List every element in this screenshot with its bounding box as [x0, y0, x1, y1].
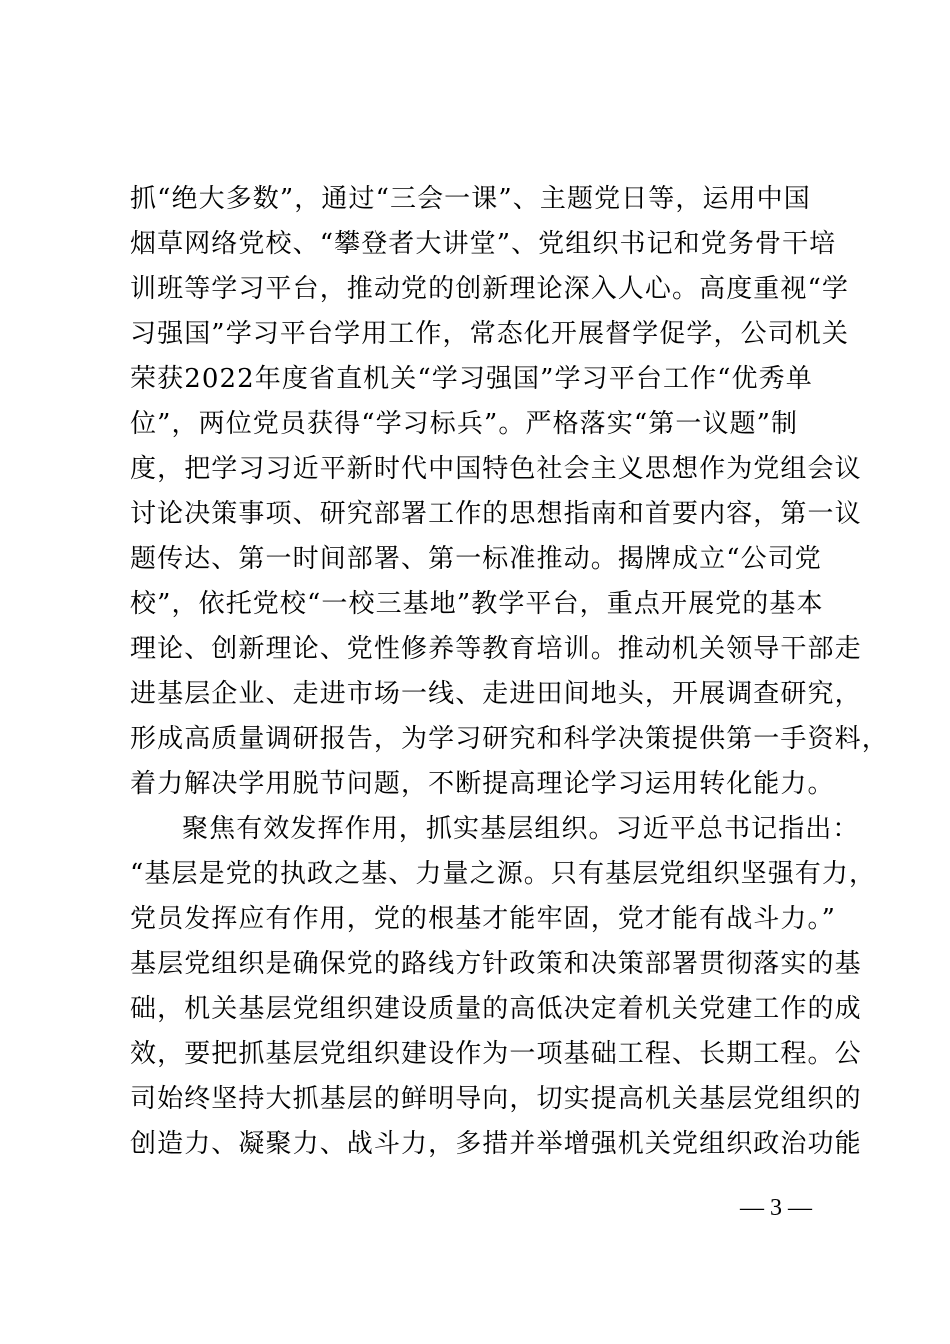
- text-line: 形成高质量调研报告，为学习研究和科学决策提供第一手资料，: [130, 724, 889, 754]
- text-line: 效，要把抓基层党组织建设作为一项基础工程、长期工程。公: [130, 1039, 862, 1069]
- text-line: 党员发挥应有作用，党的根基才能牢固，党才能有战斗力。”: [130, 904, 836, 934]
- text-line: 荣获2022年度省直机关“学习强国”学习平台工作“优秀单: [130, 364, 813, 394]
- text-line: 度，把学习习近平新时代中国特色社会主义思想作为党组会议: [130, 454, 862, 484]
- text-line: 位”，两位党员获得“学习标兵”。严格落实“第一议题”制: [130, 409, 799, 439]
- text-line: 司始终坚持大抓基层的鲜明导向，切实提高机关基层党组织的: [130, 1084, 862, 1114]
- text-line: 讨论决策事项、研究部署工作的思想指南和首要内容，第一议: [130, 499, 862, 529]
- text-line: 抓“绝大多数”，通过“三会一课”、主题党日等，运用中国: [130, 184, 811, 214]
- text-line: 烟草网络党校、“攀登者大讲堂”、党组织书记和党务骨干培: [130, 229, 837, 259]
- text-line: 着力解决学用脱节问题，不断提高理论学习运用转化能力。: [130, 769, 835, 799]
- paragraph-first-line: 聚焦有效发挥作用，抓实基层组织。习近平总书记指出：: [182, 814, 860, 844]
- text-line: 习强国”学习平台学用工作，常态化开展督学促学，公司机关: [130, 319, 849, 349]
- text-line: 理论、创新理论、党性修养等教育培训。推动机关领导干部走: [130, 634, 862, 664]
- text-line: 题传达、第一时间部署、第一标准推动。揭牌成立“公司党: [130, 544, 822, 574]
- page-number: — 3 —: [740, 1195, 812, 1221]
- text-line: 进基层企业、走进市场一线、走进田间地头，开展调查研究，: [130, 679, 862, 709]
- text-line: 础，机关基层党组织建设质量的高低决定着机关党建工作的成: [130, 994, 862, 1024]
- text-line: 创造力、凝聚力、战斗力，多措并举增强机关党组织政治功能: [130, 1129, 862, 1159]
- text-line: 校”，依托党校“一校三基地”教学平台，重点开展党的基本: [130, 589, 824, 619]
- text-line: 基层党组织是确保党的路线方针政策和决策部署贯彻落实的基: [130, 949, 862, 979]
- text-line: 训班等学习平台，推动党的创新理论深入人心。高度重视“学: [130, 274, 849, 304]
- text-line: “基层是党的执政之基、力量之源。只有基层党组织坚强有力，: [130, 859, 877, 889]
